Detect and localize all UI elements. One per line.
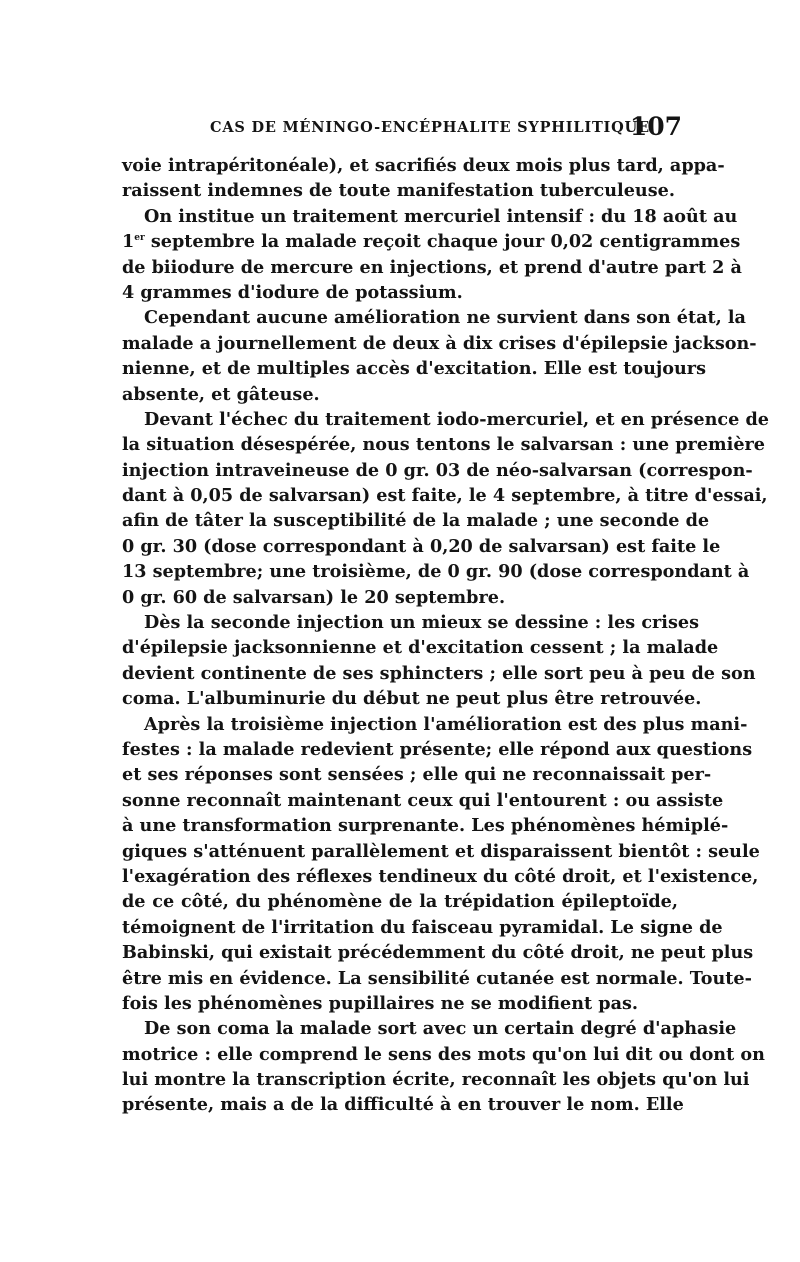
text-line: témoignent de l'irritation du faisceau pyramidal. Le signe de <box>122 916 723 938</box>
text-line: On institue un traitement mercuriel intensif : du 18 août au <box>144 205 738 227</box>
text-line: afin de tâter la susceptibilité de la malade ; une seconde de <box>122 510 710 532</box>
text-line: 0 gr. 60 de salvarsan) le 20 septembre. <box>122 586 506 608</box>
text-line: sonne reconnaît maintenant ceux qui l'entourent : ou assiste <box>122 789 724 811</box>
text-line: motrice : elle comprend le sens des mots qu'on lui dit ou dont on <box>122 1043 765 1065</box>
text-line: de biiodure de mercure en injections, et prend d'autre part 2 à <box>122 256 742 278</box>
text-line: Après la troisième injection l'amélioration est des plus mani- <box>144 713 748 735</box>
text-line: festes : la malade redevient présente; elle répond aux questions <box>122 738 753 760</box>
text-line: 4 grammes d'iodure de potassium. <box>122 281 463 303</box>
text-line: giques s'atténuent parallèlement et disparaissent bientôt : seule <box>122 840 760 862</box>
text-line: la situation désespérée, nous tentons le salvarsan : une première <box>122 434 765 456</box>
text-line: absente, et gâteuse. <box>122 383 320 405</box>
text-line: nienne, et de multiples accès d'excitation. Elle est toujours <box>122 358 706 380</box>
text-line: de ce côté, du phénomène de la trépidation épileptoïde, <box>122 891 678 913</box>
page-header <box>122 112 682 152</box>
text-line: Dès la seconde injection un mieux se dessine : les crises <box>144 612 699 634</box>
text-line: raissent indemnes de toute manifestation tuberculeuse. <box>122 180 675 202</box>
text-line: l'exagération des réflexes tendineux du côté droit, et l'existence, <box>122 865 759 887</box>
text-line: coma. L'albuminurie du début ne peut plus être retrouvée. <box>122 688 702 710</box>
text-line: à une transformation surprenante. Les phénomènes hémiplé- <box>122 815 729 837</box>
text-line: et ses réponses sont sensées ; elle qui ne reconnaissait per- <box>122 764 712 786</box>
text-line: présente, mais a de la difficulté à en trouver le nom. Elle <box>122 1094 684 1116</box>
text-line: injection intraveineuse de 0 gr. 03 de néo-salvarsan (correspon- <box>122 459 753 481</box>
text-line: Devant l'échec du traitement iodo-mercuriel, et en présence de <box>144 408 769 430</box>
text-line: d'épilepsie jacksonnienne et d'excitation cessent ; la malade <box>122 637 719 659</box>
text-line: malade a journellement de deux à dix crises d'épilepsie jackson- <box>122 332 757 354</box>
text-line <box>122 229 741 254</box>
text-line: Cependant aucune amélioration ne survient dans son état, la <box>144 307 746 329</box>
text-line: 0 gr. 30 (dose correspondant à 0,20 de salvarsan) est faite le <box>122 535 721 557</box>
text-line: lui montre la transcription écrite, reconnaît les objets qu'on lui <box>122 1069 750 1091</box>
text-line: voie intrapéritonéale), et sacrifiés deux mois plus tard, appa- <box>122 155 725 176</box>
page-number: 107 <box>629 112 682 141</box>
text-line: 13 septembre; une troisième, de 0 gr. 90 (dose correspondant à <box>122 561 750 583</box>
superscript: er <box>134 233 145 244</box>
body-text <box>122 153 769 1118</box>
line-text: septembre la malade reçoit chaque jour 0,02 centigrammes <box>144 231 741 253</box>
text-line: fois les phénomènes pupillaires ne se modifient pas. <box>122 992 639 1014</box>
text-line: De son coma la malade sort avec un certain degré d'aphasie <box>144 1018 737 1040</box>
text-line: dant à 0,05 de salvarsan) est faite, le 4 septembre, à titre d'essai, <box>122 485 768 507</box>
running-head: CAS DE MÉNINGO-ENCÉPHALITE SYPHILITIQUE <box>210 119 650 136</box>
line-prefix: 1 <box>122 231 135 253</box>
text-line: Babinski, qui existait précédemment du côté droit, ne peut plus <box>122 942 754 964</box>
text-line: être mis en évidence. La sensibilité cutanée est normale. Toute- <box>122 967 752 989</box>
text-line: devient continente de ses sphincters ; elle sort peu à peu de son <box>122 662 756 684</box>
